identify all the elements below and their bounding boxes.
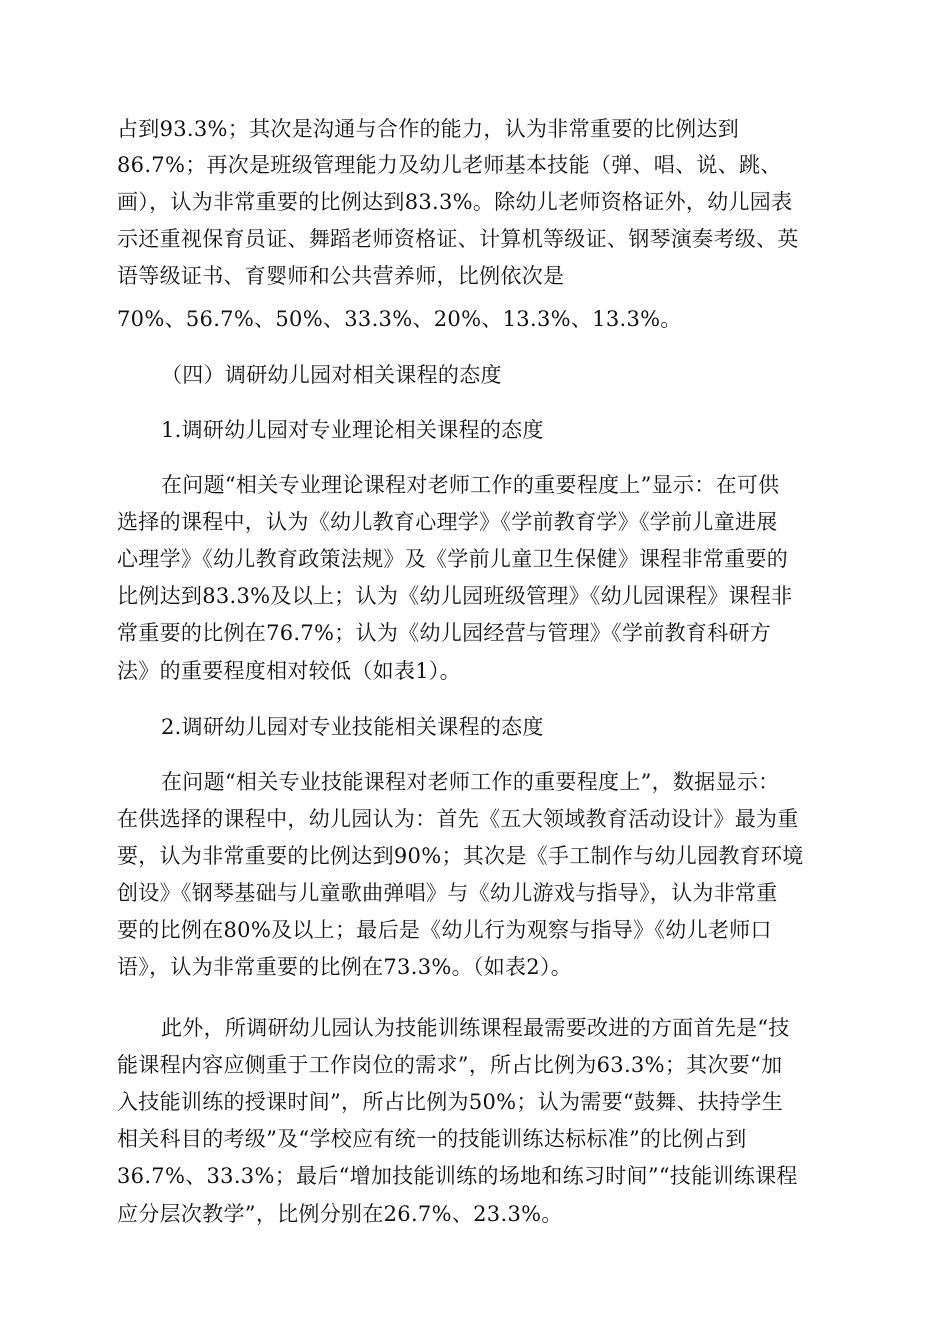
text-line: 法》的重要程度相对较低（如表1）。	[117, 659, 461, 683]
text-line: 在问题“相关专业理论课程对老师工作的重要程度上”显示：在可供	[161, 473, 780, 497]
text-line: 相关科目的考级”及“学校应有统一的技能训练达标标准”的比例占到	[117, 1127, 747, 1151]
text-line: 选择的课程中，认为《幼儿教育心理学》《学前教育学》《学前儿童进展	[117, 510, 778, 534]
text-line: 创设》《钢琴基础与儿童歌曲弹唱》与《幼儿游戏与指导》，认为非常重	[117, 881, 778, 905]
text-line: 示还重视保育员证、舞蹈老师资格证、计算机等级证、钢琴演奏考级、英	[117, 227, 799, 251]
text-line: 要的比例在80%及以上；最后是《幼儿行为观察与指导》《幼儿老师口	[117, 918, 772, 942]
text-line: 语等级证书、育婴师和公共营养师，比例依次是	[117, 264, 565, 288]
text-line: 70%、56.7%、50%、33.3%、20%、13.3%、13.3%。	[117, 307, 682, 331]
text-line: 在问题“相关专业技能课程对老师工作的重要程度上”，数据显示：	[161, 770, 780, 794]
subsection-heading: 2.调研幼儿园对专业技能相关课程的态度	[161, 715, 544, 739]
text-line: 应分层次教学”，比例分别在26.7%、23.3%。	[117, 1202, 563, 1226]
text-line: 语》，认为非常重要的比例在73.3%。（如表2）。	[117, 955, 573, 979]
section-heading: （四）调研幼儿园对相关课程的态度	[161, 363, 502, 387]
text-line: 能课程内容应侧重于工作岗位的需求”，所占比例为63.3%；其次要“加	[117, 1053, 783, 1077]
text-line: 占到93.3%；其次是沟通与合作的能力，认为非常重要的比例达到	[117, 117, 740, 141]
text-line: 入技能训练的授课时间”，所占比例为50%；认为需要“鼓舞、扶持学生	[117, 1090, 784, 1114]
text-line: 比例达到83.3%及以上；认为《幼儿园班级管理》《幼儿园课程》课程非	[117, 584, 793, 608]
text-line: 画），认为非常重要的比例达到83.3%。除幼儿老师资格证外，幼儿园表	[117, 190, 793, 214]
text-line: 心理学》《幼儿教育政策法规》及《学前儿童卫生保健》课程非常重要的	[117, 547, 789, 571]
text-line: 36.7%、33.3%；最后“增加技能训练的场地和练习时间”“技能训练课程	[117, 1164, 798, 1188]
text-line: 要，认为非常重要的比例达到90%；其次是《手工制作与幼儿园教育环境	[117, 844, 804, 868]
text-line: 86.7%；再次是班级管理能力及幼儿老师基本技能（弹、唱、说、跳、	[117, 153, 782, 177]
subsection-heading: 1.调研幼儿园对专业理论相关课程的态度	[161, 418, 544, 442]
text-line: 在供选择的课程中，幼儿园认为：首先《五大领域教育活动设计》最为重	[117, 807, 799, 831]
text-line: 此外，所调研幼儿园认为技能训练课程最需要改进的方面首先是“技	[161, 1016, 790, 1040]
text-line: 常重要的比例在76.7%；认为《幼儿园经营与管理》《学前教育科研方	[117, 621, 772, 645]
